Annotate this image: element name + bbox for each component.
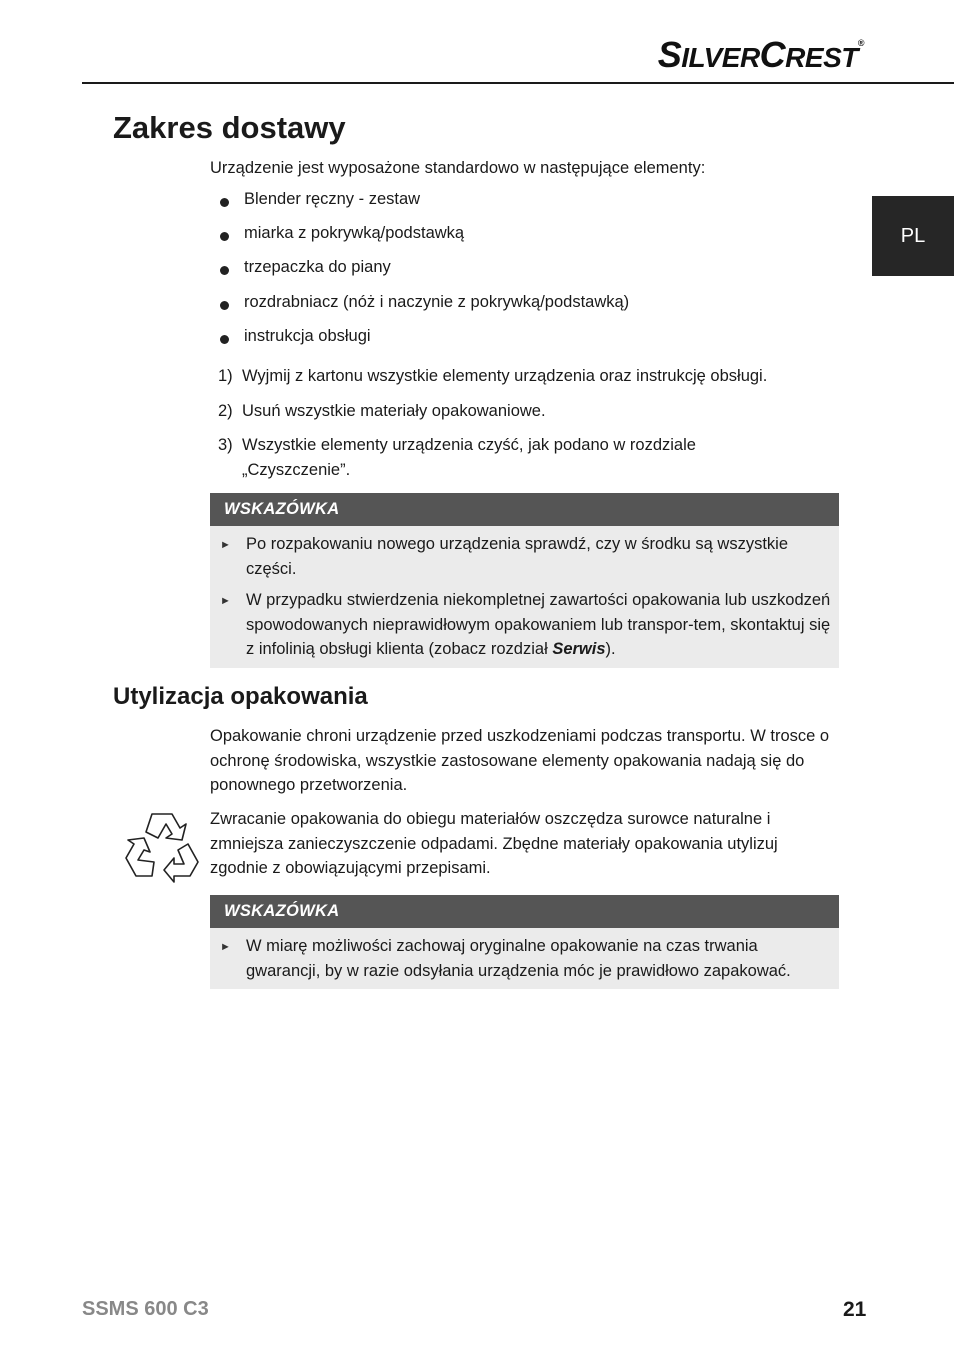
list-item: rozdrabniacz (nóż i naczynie z pokrywką/podstawką) <box>218 293 629 327</box>
page-number: 21 <box>843 1298 867 1321</box>
service-reference: Serwis <box>552 640 606 658</box>
recycle-icon <box>122 810 202 888</box>
header-rule <box>82 82 954 84</box>
bullet-dot-icon <box>220 301 229 310</box>
step-item: 3) Wszystkie elementy urządzenia czyść, jak podano w rozdziale „Czyszczenie”. <box>218 436 696 479</box>
list-item: trzepaczka do piany <box>218 258 629 292</box>
step-item: 1) Wyjmij z kartonu wszystkie elementy urządzenia oraz instrukcję obsługi. <box>218 367 768 385</box>
note-item: ► Po rozpakowaniu nowego urządzenia sprawdź, czy w środku są wszystkie części. <box>220 532 831 581</box>
section-title-packaging: Utylizacja opakowania <box>113 683 368 710</box>
bullet-dot-icon <box>220 198 229 207</box>
unpacking-steps <box>218 364 802 492</box>
triangle-arrow-icon: ► <box>220 539 231 551</box>
delivery-intro: Urządzenie jest wyposażone standardowo w następujące elementy: <box>210 159 706 177</box>
language-tab: PL <box>872 196 954 276</box>
note-heading: WSKAZÓWKA <box>210 895 839 928</box>
bullet-dot-icon <box>220 232 229 241</box>
delivery-items-list <box>218 190 629 361</box>
section-title-delivery: Zakres dostawy <box>113 110 346 145</box>
note-box-packaging <box>210 895 839 989</box>
footer-model: SSMS 600 C3 <box>82 1298 209 1320</box>
bullet-dot-icon <box>220 266 229 275</box>
note-item: ► W przypadku stwierdzenia niekompletnej zawartości opakowania lub uszkodzeń spowodowanych nieprawidłowym opakowaniem lub transpor-tem, skontaktuj się z infolinią obsługi klienta (zobacz rozdział Serwis). <box>220 588 831 662</box>
note-heading: WSKAZÓWKA <box>210 493 839 526</box>
list-item: miarka z pokrywką/podstawką <box>218 224 629 258</box>
bullet-dot-icon <box>220 335 229 344</box>
triangle-arrow-icon: ► <box>220 941 231 953</box>
step-item: 2) Usuń wszystkie materiały opakowaniowe. <box>218 401 546 420</box>
triangle-arrow-icon: ► <box>220 595 231 607</box>
packaging-paragraph: Opakowanie chroni urządzenie przed uszkodzeniami podczas transportu. W trosce o ochronę środowiska, wszystkie zastosowane elementy opakowania nadają się do ponownego przetworzenia. <box>210 727 830 794</box>
list-item: Blender ręczny - zestaw <box>218 190 629 224</box>
recycling-paragraph: Zwracanie opakowania do obiegu materiałów oszczędza surowce naturalne i zmniejsza zanieczyszczenie odpadami. Zbędne materiały opakowania utylizuj zgodnie z obowiązującymi przepisami. <box>210 810 778 877</box>
note-box-delivery <box>210 493 839 668</box>
brand-logo: SILVERCREST® <box>657 34 864 75</box>
note-item: ► W miarę możliwości zachowaj oryginalne opakowanie na czas trwania gwarancji, by w razie odsyłania urządzenia móc je prawidłowo zapakować. <box>220 934 831 983</box>
list-item: instrukcja obsługi <box>218 327 629 361</box>
